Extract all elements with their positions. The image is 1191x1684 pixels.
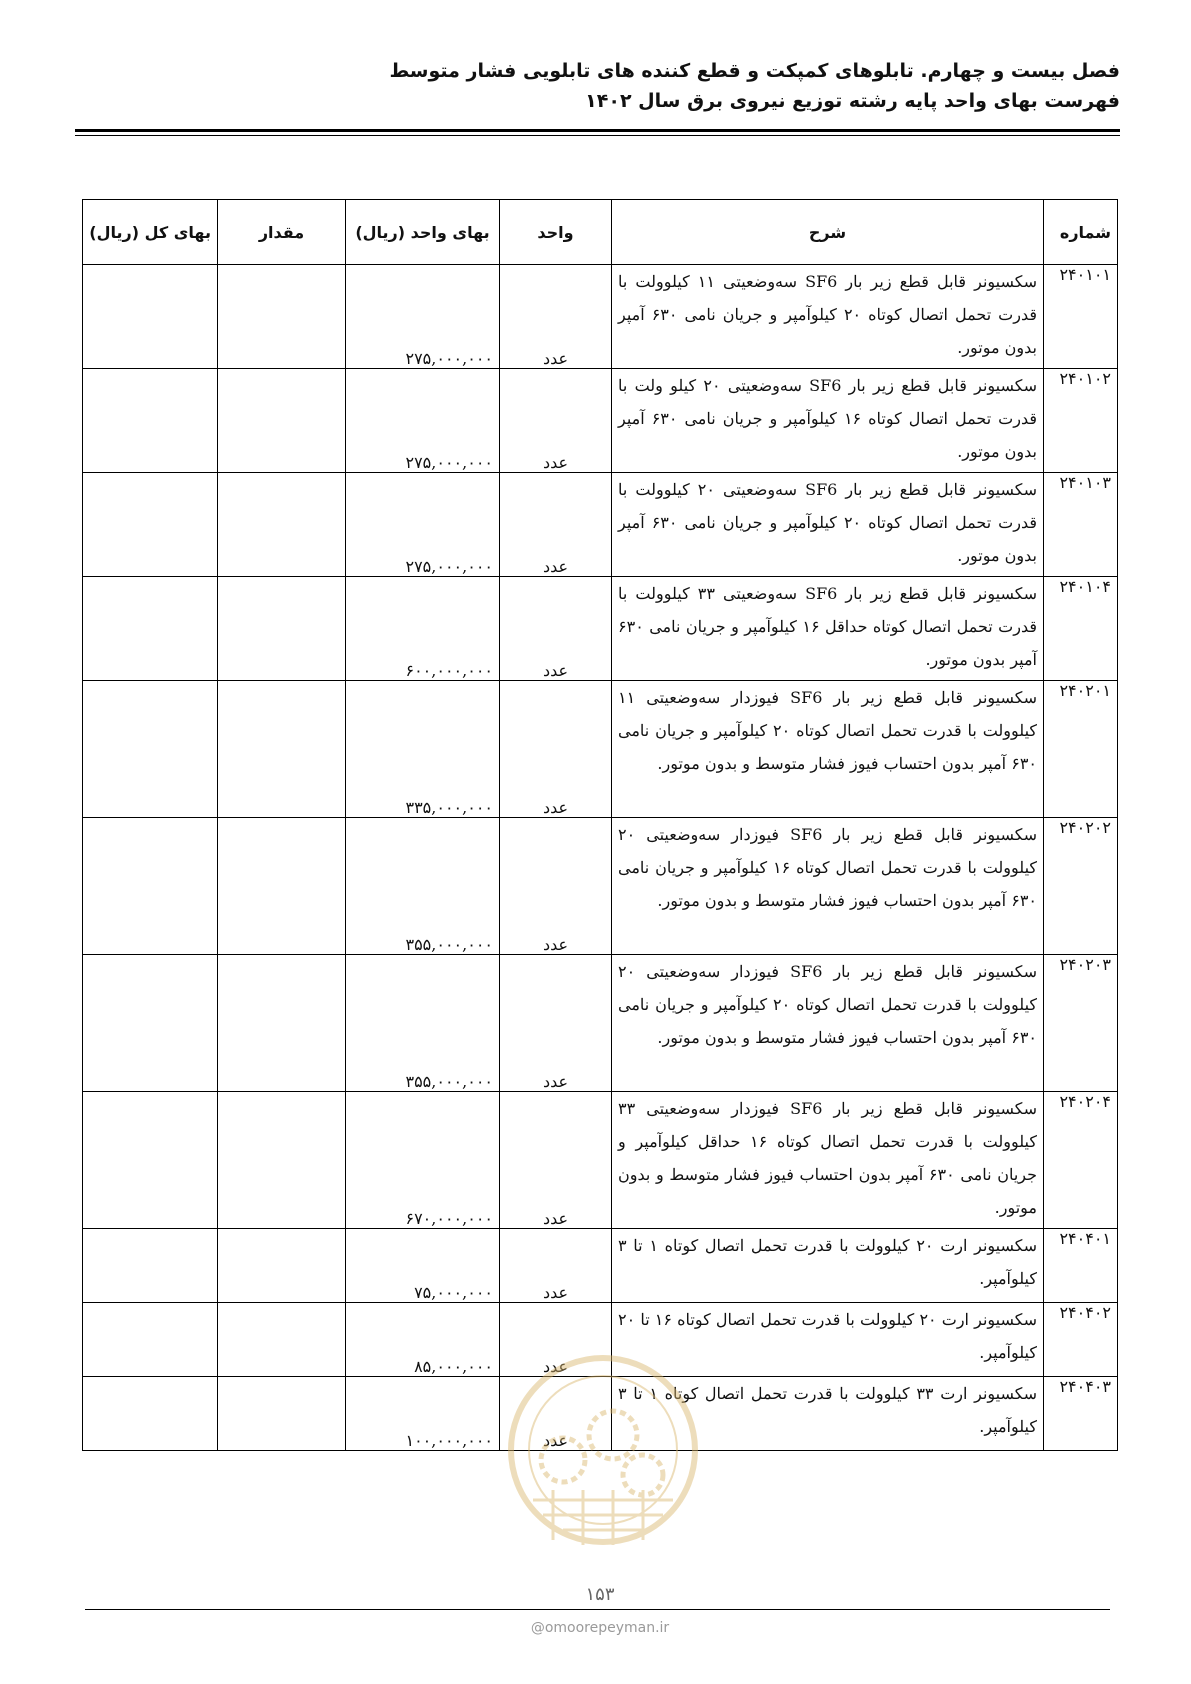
table-row [83,577,1118,681]
item-description: سکسیونر قابل قطع زیر بار SF6 سه‌وضعیتی ۳۳ کیلوولت با قدرت تحمل اتصال کوتاه حداقل ۱۶ کیلوآمپر و جریان نامی ۶۳۰ آمپر بدون موتور. [612,577,1044,681]
item-total [83,1229,218,1303]
item-description: سکسیونر قابل قطع زیر بار SF6 فیوزدار سه‌وضعیتی ۲۰ کیلوولت با قدرت تحمل اتصال کوتاه ۲۰ کیلوآمپر و جریان نامی ۶۳۰ آمپر بدون احتساب فیوز فشار متوسط و بدون موتور. [612,955,1044,1092]
item-code: ۲۴۰۴۰۲ [1044,1303,1118,1377]
item-description: سکسیونر قابل قطع زیر بار SF6 سه‌وضعیتی ۱۱ کیلوولت با قدرت تحمل اتصال کوتاه ۲۰ کیلوآمپر و جریان نامی ۶۳۰ آمپر بدون موتور. [612,265,1044,369]
item-total [83,577,218,681]
item-unit: عدد [500,1092,612,1229]
footer-rule [85,1609,1110,1610]
item-unit: عدد [500,369,612,473]
item-code: ۲۴۰۱۰۱ [1044,265,1118,369]
item-total [83,681,218,818]
item-code: ۲۴۰۱۰۲ [1044,369,1118,473]
item-unit: عدد [500,577,612,681]
item-quantity [218,1377,346,1451]
item-total [83,1092,218,1229]
item-quantity [218,473,346,577]
item-quantity [218,1303,346,1377]
item-description: سکسیونر قابل قطع زیر بار SF6 سه‌وضعیتی ۲۰ کیلو ولت با قدرت تحمل اتصال کوتاه ۱۶ کیلوآمپر و جریان نامی ۶۳۰ آمپر بدون موتور. [612,369,1044,473]
item-description: سکسیونر ارت ۲۰ کیلوولت با قدرت تحمل اتصال کوتاه ۱۶ تا ۲۰ کیلوآمپر. [612,1303,1044,1377]
table-row [83,955,1118,1092]
item-code: ۲۴۰۲۰۳ [1044,955,1118,1092]
table-row [83,818,1118,955]
item-description: سکسیونر ارت ۳۳ کیلوولت با قدرت تحمل اتصال کوتاه ۱ تا ۳ کیلوآمپر. [612,1377,1044,1451]
table-row [83,473,1118,577]
item-code: ۲۴۰۲۰۱ [1044,681,1118,818]
item-quantity [218,577,346,681]
item-unit: عدد [500,265,612,369]
item-quantity [218,265,346,369]
table-row [83,1092,1118,1229]
item-total [83,818,218,955]
item-unit-price: ۸۵,۰۰۰,۰۰۰ [346,1303,500,1377]
column-header-description: شرح [612,200,1044,265]
item-unit-price: ۶۷۰,۰۰۰,۰۰۰ [346,1092,500,1229]
item-unit-price: ۲۷۵,۰۰۰,۰۰۰ [346,265,500,369]
item-unit-price: ۲۷۵,۰۰۰,۰۰۰ [346,473,500,577]
column-header-unit-price: بهای واحد (ریال) [346,200,500,265]
column-header-quantity: مقدار [218,200,346,265]
item-description: سکسیونر قابل قطع زیر بار SF6 فیوزدار سه‌وضعیتی ۳۳ کیلوولت با قدرت تحمل اتصال کوتاه ۱۶ حداقل کیلوآمپر و جریان نامی ۶۳۰ آمپر بدون احتساب فیوز فشار متوسط و بدون موتور. [612,1092,1044,1229]
item-quantity [218,955,346,1092]
item-description: سکسیونر قابل قطع زیر بار SF6 فیوزدار سه‌وضعیتی ۱۱ کیلوولت با قدرت تحمل اتصال کوتاه ۲۰ کیلوآمپر و جریان نامی ۶۳۰ آمپر بدون احتساب فیوز فشار متوسط و بدون موتور. [612,681,1044,818]
item-unit-price: ۳۵۵,۰۰۰,۰۰۰ [346,955,500,1092]
table-row [83,1229,1118,1303]
item-quantity [218,1092,346,1229]
table-header-row [83,200,1118,265]
page-header [75,56,1120,116]
column-header-code: شماره [1044,200,1118,265]
item-quantity [218,681,346,818]
item-description: سکسیونر قابل قطع زیر بار SF6 سه‌وضعیتی ۲۰ کیلوولت با قدرت تحمل اتصال کوتاه ۲۰ کیلوآمپر و جریان نامی ۶۳۰ آمپر بدون موتور. [612,473,1044,577]
item-unit-price: ۱۰۰,۰۰۰,۰۰۰ [346,1377,500,1451]
item-unit: عدد [500,1377,612,1451]
table-row [83,369,1118,473]
item-unit-price: ۳۳۵,۰۰۰,۰۰۰ [346,681,500,818]
item-unit: عدد [500,473,612,577]
price-table [82,199,1118,1451]
page-number: ۱۵۳ [585,1584,615,1605]
item-code: ۲۴۰۲۰۴ [1044,1092,1118,1229]
item-code: ۲۴۰۱۰۳ [1044,473,1118,577]
item-unit: عدد [500,818,612,955]
column-header-unit: واحد [500,200,612,265]
item-total [83,473,218,577]
watermark-url: @omoorepeyman.ir [530,1620,670,1636]
item-code: ۲۴۰۱۰۴ [1044,577,1118,681]
column-header-total: بهای کل (ریال) [83,200,218,265]
item-total [83,369,218,473]
header-rule-thin [75,135,1120,136]
item-quantity [218,369,346,473]
item-unit: عدد [500,955,612,1092]
watermark-seal-icon [503,1340,703,1580]
item-unit: عدد [500,681,612,818]
chapter-title: فصل بیست و چهارم. تابلوهای کمپکت و قطع کننده های تابلویی فشار متوسط [389,60,1120,82]
item-code: ۲۴۰۲۰۲ [1044,818,1118,955]
table-row [83,681,1118,818]
item-quantity [218,818,346,955]
item-quantity [218,1229,346,1303]
table-row [83,265,1118,369]
header-rule-thick [75,129,1120,132]
document-title: فهرست بهای واحد پایه رشته توزیع نیروی برق سال ۱۴۰۲ [585,90,1120,112]
item-unit-price: ۳۵۵,۰۰۰,۰۰۰ [346,818,500,955]
item-unit-price: ۶۰۰,۰۰۰,۰۰۰ [346,577,500,681]
item-total [83,1377,218,1451]
item-total [83,955,218,1092]
item-code: ۲۴۰۴۰۱ [1044,1229,1118,1303]
item-total [83,1303,218,1377]
item-unit-price: ۷۵,۰۰۰,۰۰۰ [346,1229,500,1303]
item-description: سکسیونر قابل قطع زیر بار SF6 فیوزدار سه‌وضعیتی ۲۰ کیلوولت با قدرت تحمل اتصال کوتاه ۱۶ کیلوآمپر و جریان نامی ۶۳۰ آمپر بدون احتساب فیوز فشار متوسط و بدون موتور. [612,818,1044,955]
item-unit: عدد [500,1303,612,1377]
item-unit-price: ۲۷۵,۰۰۰,۰۰۰ [346,369,500,473]
item-code: ۲۴۰۴۰۳ [1044,1377,1118,1451]
item-total [83,265,218,369]
item-unit: عدد [500,1229,612,1303]
item-description: سکسیونر ارت ۲۰ کیلوولت با قدرت تحمل اتصال کوتاه ۱ تا ۳ کیلوآمپر. [612,1229,1044,1303]
